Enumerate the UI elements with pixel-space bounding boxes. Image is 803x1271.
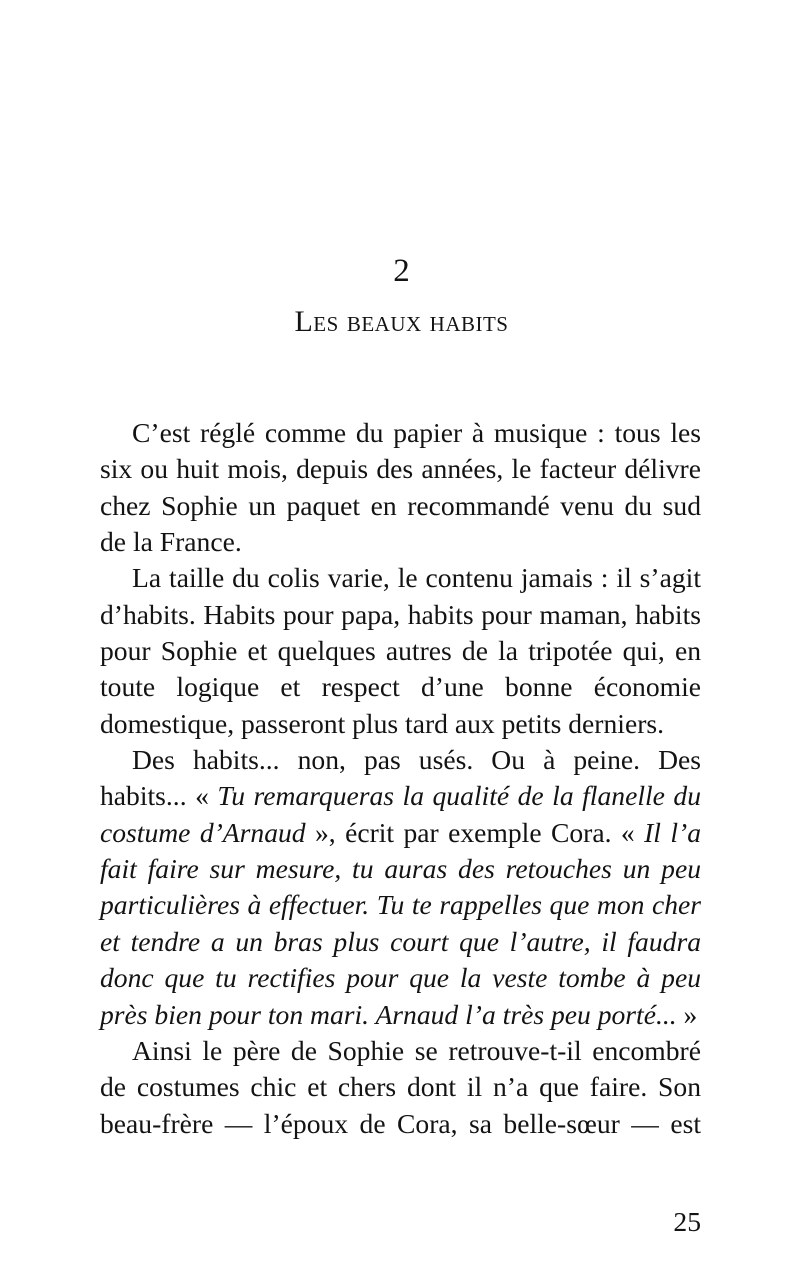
paragraph xyxy=(100,560,701,742)
body-run: La taille du colis varie, le contenu jamais : il s’agit d’habits. Habits pour papa, habits pour maman, habits pour Sophie et quelques autres de la tripotée qui, en toute logique et respect d’une bonne économie domestique, passeront plus tard aux petits derniers. xyxy=(100,562,701,739)
body-run: Ainsi le père de Sophie se retrouve-t-il encombré de costumes chic et chers dont il n’a que faire. Son beau-frère — l’époux de Cora, sa belle-sœur — est xyxy=(100,1034,701,1139)
body-run: », écrit par exemple Cora. « xyxy=(305,816,645,848)
chapter-number: 2 xyxy=(393,253,410,289)
page-number: 25 xyxy=(673,1206,701,1237)
paragraph xyxy=(100,415,701,560)
quoted-italic-text: Tu remarqueras la qualité de la flanelle du costume d’Arnaud xyxy=(100,780,701,848)
body-run: » xyxy=(676,998,698,1030)
paragraph xyxy=(100,1033,701,1142)
chapter-title: Les beaux habits xyxy=(294,305,509,338)
body-run: Des habits... non, pas usés. Ou à peine. Des habits... « xyxy=(100,744,701,812)
body-text xyxy=(100,415,701,1142)
paragraph xyxy=(100,742,701,1033)
body-run: C’est réglé comme du papier à musique : tous les six ou huit mois, depuis des années, le facteur délivre chez Sophie un paquet en recommandé venu du sud de la France. xyxy=(100,417,701,558)
quoted-italic-text: Il l’a fait faire sur mesure, tu auras des retouches un peu particulières à effectuer. Tu te rappelles que mon cher et tendre a un bras plus court que l’autre, il faudra donc que tu rectifies pour que la veste tombe à peu près bien pour ton mari. Arnaud l’a très peu porté... xyxy=(100,816,701,1030)
